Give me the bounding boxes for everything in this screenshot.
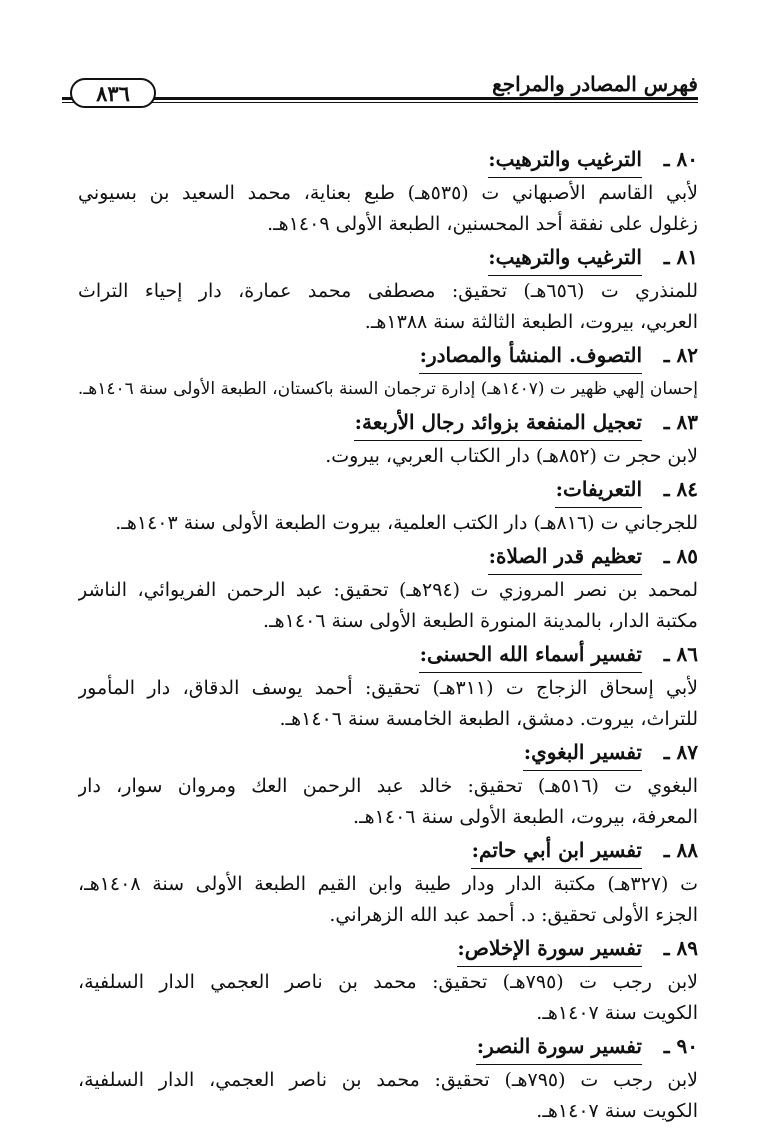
entry-title: تعظيم قدر الصلاة:	[488, 544, 642, 568]
entry-number: ٨٦ ـ	[663, 642, 698, 666]
bibliography-entry	[78, 405, 698, 472]
entry-text-line: للجرجاني ت (٨١٦هـ) دار الكتب العلمية، بيروت الطبعة الأولى سنة ١٤٠٣هـ.	[115, 512, 698, 534]
entry-text-line: لابن رجب ت (٧٩٥هـ) تحقيق: محمد بن ناصر العجمي الدار السلفية،	[78, 971, 698, 993]
entry-heading	[78, 142, 698, 177]
entry-title: تفسير ابن أبي حاتم:	[471, 838, 642, 862]
entry-text-line: مكتبة الدار، بالمدينة المنورة الطبعة الأولى سنة ١٤٠٦هـ.	[263, 610, 698, 632]
entry-title: تفسير البغوي:	[523, 740, 642, 764]
page-number: ٨٣٦	[70, 78, 156, 108]
header-rule	[62, 97, 698, 103]
page-header	[62, 64, 698, 108]
entry-heading	[78, 405, 698, 440]
entry-number: ٨٤ ـ	[663, 477, 698, 501]
bibliography-entry	[78, 931, 698, 1029]
entry-title: تفسير أسماء الله الحسنى:	[419, 642, 642, 666]
entry-text-line: لابن حجر ت (٨٥٢هـ) دار الكتاب العربي، بيروت.	[325, 445, 698, 467]
entry-text-line: المعرفة، بيروت، الطبعة الأولى سنة ١٤٠٦هـ.	[353, 806, 698, 828]
bibliography-entry	[78, 833, 698, 931]
running-title: فهرس المصادر والمراجع	[492, 72, 698, 96]
entry-text-line: للتراث، بيروت. دمشق، الطبعة الخامسة سنة ١٤٠٦هـ.	[279, 708, 698, 730]
entry-heading	[78, 1029, 698, 1064]
entry-number: ٨٣ ـ	[663, 410, 698, 434]
bibliography-entry	[78, 539, 698, 637]
bibliography-entry	[78, 240, 698, 338]
bibliography-entry	[78, 735, 698, 833]
entry-heading	[78, 240, 698, 275]
entry-text-line: ت (٣٢٧هـ) مكتبة الدار ودار طيبة وابن القيم الطبعة الأولى سنة ١٤٠٨هـ،	[78, 873, 698, 895]
entry-title: الترغيب والترهيب:	[488, 245, 642, 269]
entry-number: ٩٠ ـ	[663, 1034, 698, 1058]
entry-number: ٨٩ ـ	[663, 936, 698, 960]
entry-number: ٨٧ ـ	[663, 740, 698, 764]
entry-heading	[78, 637, 698, 672]
entry-title: الترغيب والترهيب:	[488, 147, 642, 171]
entry-number: ٨٢ ـ	[663, 343, 698, 367]
entry-heading	[78, 539, 698, 574]
bibliography-entry	[78, 472, 698, 539]
entry-title: التعريفات:	[555, 477, 642, 501]
entry-heading	[78, 833, 698, 868]
entry-text-line: العربي، بيروت، الطبعة الثالثة سنة ١٣٨٨هـ.	[364, 311, 698, 333]
entry-number: ٨٠ ـ	[663, 147, 698, 171]
entry-text-line: إحسان إلهي ظهير ت (١٤٠٧هـ) إدارة ترجمان السنة باكستان، الطبعة الأولى سنة ١٤٠٦هـ.	[78, 379, 698, 399]
entry-text-line: لمحمد بن نصر المروزي ت (٢٩٤هـ) تحقيق: عبد الرحمن الفريوائي، الناشر	[78, 579, 698, 601]
entry-number: ٨١ ـ	[663, 245, 698, 269]
entry-text-line: لأبي القاسم الأصبهاني ت (٥٣٥هـ) طبع بعناية، محمد السعيد بن بسيوني	[78, 182, 698, 204]
bibliography-entry	[78, 338, 698, 405]
entry-text-line: الكويت سنة ١٤٠٧هـ.	[536, 1100, 698, 1122]
entry-text-line: الكويت سنة ١٤٠٧هـ.	[536, 1002, 698, 1024]
entry-text-line: للمنذري ت (٦٥٦هـ) تحقيق: مصطفى محمد عمارة، دار إحياء التراث	[78, 280, 698, 302]
bibliography-entry	[78, 637, 698, 735]
entry-text-line: زغلول على نفقة أحد المحسنين، الطبعة الأولى ١٤٠٩هـ.	[267, 213, 698, 235]
entry-text-line: لأبي إسحاق الزجاج ت (٣١١هـ) تحقيق: أحمد يوسف الدقاق، دار المأمور	[78, 677, 698, 699]
entry-text-line: لابن رجب ت (٧٩٥هـ) تحقيق: محمد بن ناصر العجمي، الدار السلفية،	[78, 1069, 698, 1091]
entry-text-line: البغوي ت (٥١٦هـ) تحقيق: خالد عبد الرحمن العك ومروان سوار، دار	[78, 775, 698, 797]
entry-title: تفسير سورة الإخلاص:	[457, 936, 642, 960]
entry-heading	[78, 735, 698, 770]
bibliography-list	[78, 142, 698, 1127]
bibliography-entry	[78, 1029, 698, 1127]
entry-heading	[78, 338, 698, 373]
entry-number: ٨٨ ـ	[663, 838, 698, 862]
entry-heading	[78, 472, 698, 507]
entry-text-line: الجزء الأولى تحقيق: د. أحمد عبد الله الزهراني.	[329, 904, 698, 926]
bibliography-entry	[78, 142, 698, 240]
entry-title: تعجيل المنفعة بزوائد رجال الأربعة:	[354, 410, 642, 434]
entry-heading	[78, 931, 698, 966]
entry-number: ٨٥ ـ	[663, 544, 698, 568]
entry-title: التصوف. المنشأ والمصادر:	[419, 343, 642, 367]
entry-title: تفسير سورة النصر:	[476, 1034, 642, 1058]
